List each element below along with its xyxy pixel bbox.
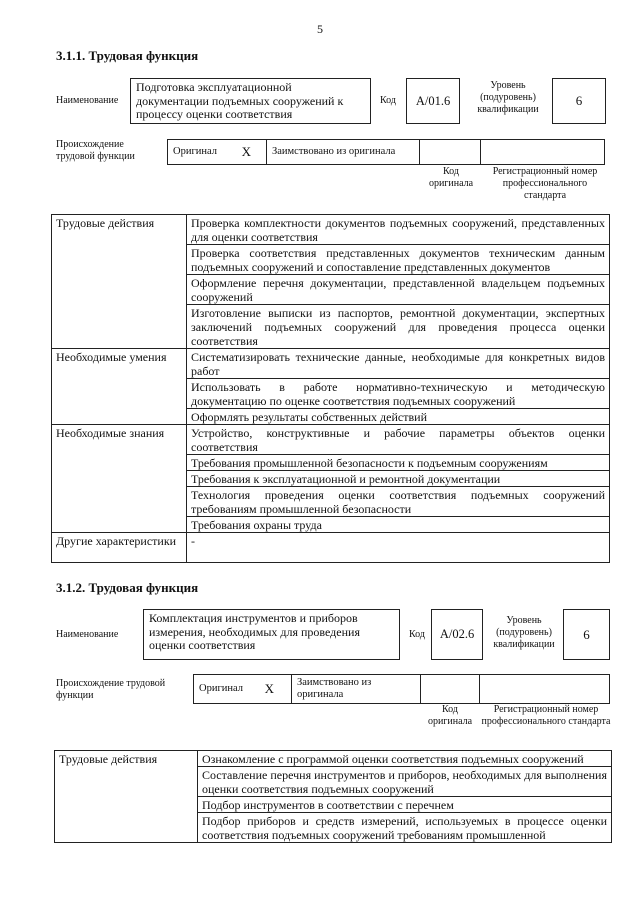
row-item: Оформление перечня документации, представленной владельцем подъемных сооружений xyxy=(187,275,610,305)
page-number: 5 xyxy=(317,22,323,36)
origin-borrowed-cell: Заимствовано из оригинала xyxy=(291,674,421,704)
code-label: Код xyxy=(380,95,396,106)
reg-number-cell xyxy=(479,674,610,704)
row-item: Подбор инструментов в соответствии с перечнем xyxy=(198,797,612,813)
original-code-cell xyxy=(420,674,480,704)
row-category: Другие характеристики xyxy=(52,533,187,563)
code-value-box: A/01.6 xyxy=(406,78,460,124)
section-heading: 3.1.1. Трудовая функция xyxy=(56,48,199,63)
row-item: - xyxy=(187,533,610,563)
origin-mark: X xyxy=(264,681,274,696)
footer-reg-label: Регистрационный номер профессионального стандарта xyxy=(481,704,611,727)
original-code-cell xyxy=(419,139,481,165)
row-category: Трудовые действия xyxy=(55,751,198,843)
footer-code-label: Код оригинала xyxy=(427,704,473,727)
section-heading: 3.1.2. Трудовая функция xyxy=(56,580,199,595)
row-item: Ознакомление с программой оценки соответствия подъемных сооружений xyxy=(198,751,612,767)
row-item: Требования промышленной безопасности к подъемным сооружениям xyxy=(187,455,610,471)
row-item: Составление перечня инструментов и приборов, необходимых для выполнения оценки соответствия подъемных сооружений xyxy=(198,767,612,797)
row-item: Устройство, конструктивные и рабочие параметры объектов оценки соответствия xyxy=(187,425,610,455)
name-label: Наименование xyxy=(56,629,119,640)
code-value-box: A/02.6 xyxy=(431,609,483,660)
table-row xyxy=(55,751,612,767)
row-item: Использовать в работе нормативно-техническую и методическую документацию по оценке соответствия подъемных сооружений xyxy=(187,379,610,409)
row-item: Требования к эксплуатационной и ремонтной документации xyxy=(187,471,610,487)
level-value-box: 6 xyxy=(563,609,610,660)
footer-code-label: Код оригинала xyxy=(428,166,474,189)
row-item: Систематизировать технические данные, необходимые для конкретных видов работ xyxy=(187,349,610,379)
row-item: Подбор приборов и средств измерений, используемых в процессе оценки соответствия подъемных сооружений требованиям промышленной xyxy=(198,813,612,843)
origin-borrowed-cell: Заимствовано из оригинала xyxy=(266,139,420,165)
function-table-1 xyxy=(51,214,610,563)
function-table-2 xyxy=(54,750,612,843)
origin-original-cell xyxy=(167,139,267,165)
row-item: Изготовление выписки из паспортов, ремонтной документации, экспертных заключений подъемных сооружений для проведения процесса оценки соответствия xyxy=(187,305,610,349)
level-value-box: 6 xyxy=(552,78,606,124)
table-row xyxy=(52,349,610,379)
footer-reg-label: Регистрационный номер профессионального стандарта xyxy=(492,166,598,201)
name-label: Наименование xyxy=(56,95,119,106)
level-label: Уровень (подуровень) квалификации xyxy=(477,80,539,115)
origin-original-cell xyxy=(193,674,292,704)
row-item: Технология проведения оценки соответствия подъемных сооружений требованиям промышленной безопасности xyxy=(187,487,610,517)
row-item: Проверка соответствия представленных документов техническим данным подъемных сооружений и сопоставление представленных документов xyxy=(187,245,610,275)
row-category: Необходимые умения xyxy=(52,349,187,425)
row-item: Требования охраны труда xyxy=(187,517,610,533)
reg-number-cell xyxy=(480,139,605,165)
function-name-box: Комплектация инструментов и приборов измерения, необходимых для проведения оценки соответствия xyxy=(143,609,400,660)
origin-label: Происхождение трудовой функции xyxy=(56,139,135,162)
origin-mark: X xyxy=(241,144,251,159)
origin-original-label: Оригинал xyxy=(173,146,217,157)
row-category: Трудовые действия xyxy=(52,215,187,349)
table-row xyxy=(52,425,610,455)
table-row xyxy=(52,215,610,245)
origin-label: Происхождение трудовой функции xyxy=(56,678,166,701)
function-name-box: Подготовка эксплуатационной документации подъемных сооружений к процессу оценки соответствия xyxy=(130,78,371,124)
code-label: Код xyxy=(409,629,425,640)
row-item: Проверка комплектности документов подъемных сооружений, представленных для оценки соответствия xyxy=(187,215,610,245)
row-category: Необходимые знания xyxy=(52,425,187,533)
table-row xyxy=(52,533,610,563)
origin-original-label: Оригинал xyxy=(199,683,243,694)
row-item: Оформлять результаты собственных действий xyxy=(187,409,610,425)
level-label: Уровень (подуровень) квалификации xyxy=(493,615,555,650)
